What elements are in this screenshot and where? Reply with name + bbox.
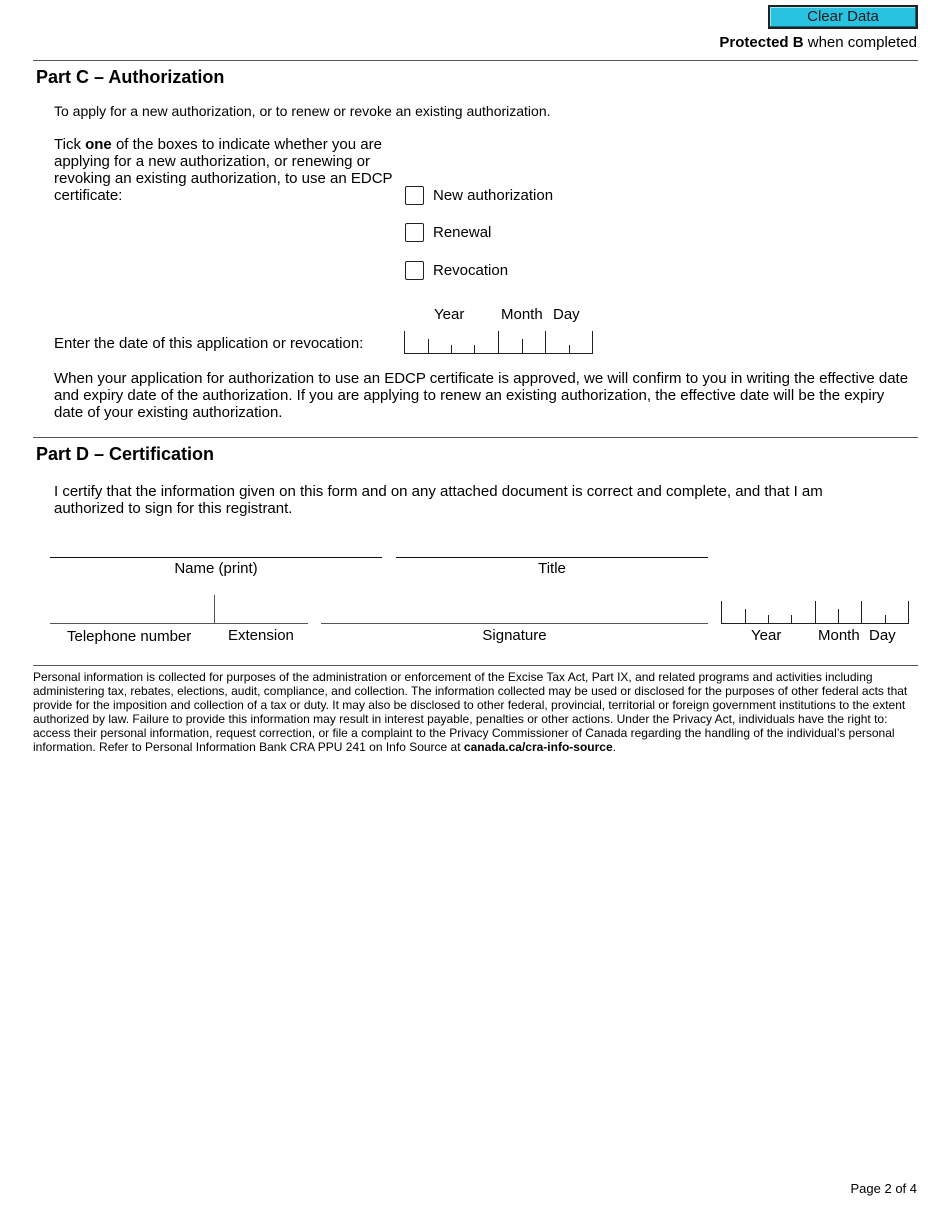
part-d-title: Part D – Certification [36, 444, 215, 464]
date-prompt: Enter the date of this application or revocation: [54, 335, 364, 352]
date-month-label: Month [501, 306, 543, 323]
page-number: Page 2 of 4 [850, 1181, 917, 1196]
date-tick [838, 609, 839, 623]
date-tick [428, 339, 429, 353]
name-line [50, 557, 382, 558]
approval-note: When your application for authorization to use an EDCP certificate is approved, we will confirm to you in writing the effective date and expiry date of the authorization. If you are applying to renew an existing authorization, the effective date will be the expiry date of your existing authorization. [54, 370, 909, 421]
date-tick [474, 345, 475, 353]
part-c-intro: To apply for a new authorization, or to renew or revoke an existing authorization. [54, 103, 551, 119]
renewal-label: Renewal [433, 224, 492, 241]
signature-line [321, 623, 708, 624]
title-field[interactable] [396, 527, 708, 557]
date-tick [791, 615, 792, 623]
protected-rest: when completed [803, 34, 917, 51]
extension-label: Extension [228, 627, 294, 644]
revocation-label: Revocation [433, 262, 509, 279]
date-tick [815, 601, 816, 623]
name-field[interactable] [50, 527, 382, 557]
date-tick [885, 615, 886, 623]
telephone-label: Telephone number [67, 628, 192, 645]
extension-field[interactable] [215, 595, 308, 623]
protected-strong: Protected B [719, 34, 804, 51]
divider [33, 437, 918, 438]
tick-rest: of the boxes to indicate whether you are applying for a new authorization, or renewing or revoking an existing authorization, to use an EDCP certificate: [54, 136, 393, 204]
privacy-text: Personal information is collected for purposes of the administration or enforcement of the Excise Tax Act, Part IX, and related programs and activities including administering tax, rebates, elections, audit, compliance, and collection. The information collected may be used or disclosed for the purposes of other federal acts that provide for the imposition and collection of a tax or duty. It may also be disclosed to other federal, provincial, territorial or foreign government institutions to the extent authorized by law. Failure to provide this information may result in interest payable, penalties or other actions. Under the Privacy Act, individuals have the right to: access their personal information, request correction, or file a complaint to the Privacy Commissioner of Canada regarding the handling of the individual’s personal information. Refer to Personal Information Bank CRA PPU 241 on Info Source at [33, 670, 908, 754]
clear-data-button[interactable]: Clear Data [768, 5, 918, 29]
date-tick [861, 601, 862, 623]
info-source-link[interactable]: canada.ca/cra-info-source [463, 740, 613, 754]
tick-instruction [54, 136, 404, 204]
date-tick [569, 345, 570, 353]
date-year-label: Year [434, 306, 465, 323]
title-line [396, 557, 708, 558]
divider [33, 665, 918, 666]
telephone-line [50, 623, 308, 624]
date-tick [498, 331, 499, 353]
new-authorization-checkbox[interactable] [405, 186, 424, 205]
signature-label: Signature [482, 627, 547, 644]
date-day-label: Day [553, 306, 580, 323]
privacy-notice [33, 670, 918, 754]
signature-date-day-label: Day [869, 627, 896, 644]
certification-statement: I certify that the information given on this form and on any attached document is correct and complete, and that I am authorized to sign for this registrant. [54, 483, 823, 517]
part-c-title: Part C – Authorization [36, 67, 225, 87]
tick-bold: one [85, 136, 112, 153]
signature-date-year-label: Year [751, 627, 782, 644]
signature-date-field[interactable] [721, 601, 909, 624]
divider [33, 60, 918, 61]
tick-prefix: Tick [54, 136, 86, 153]
date-tick [522, 339, 523, 353]
revocation-checkbox[interactable] [405, 261, 424, 280]
telephone-field[interactable] [50, 595, 213, 623]
date-tick [451, 345, 452, 353]
renewal-checkbox[interactable] [405, 223, 424, 242]
new-authorization-label: New authorization [433, 187, 554, 204]
signature-date-month-label: Month [818, 627, 860, 644]
signature-field[interactable] [321, 595, 708, 623]
name-label: Name (print) [174, 560, 258, 577]
date-tick [745, 609, 746, 623]
date-tick [545, 331, 546, 353]
date-tick [768, 615, 769, 623]
protected-notice [719, 34, 917, 51]
privacy-end: . [612, 740, 616, 754]
title-label: Title [538, 560, 566, 577]
application-date-field[interactable] [404, 331, 593, 354]
